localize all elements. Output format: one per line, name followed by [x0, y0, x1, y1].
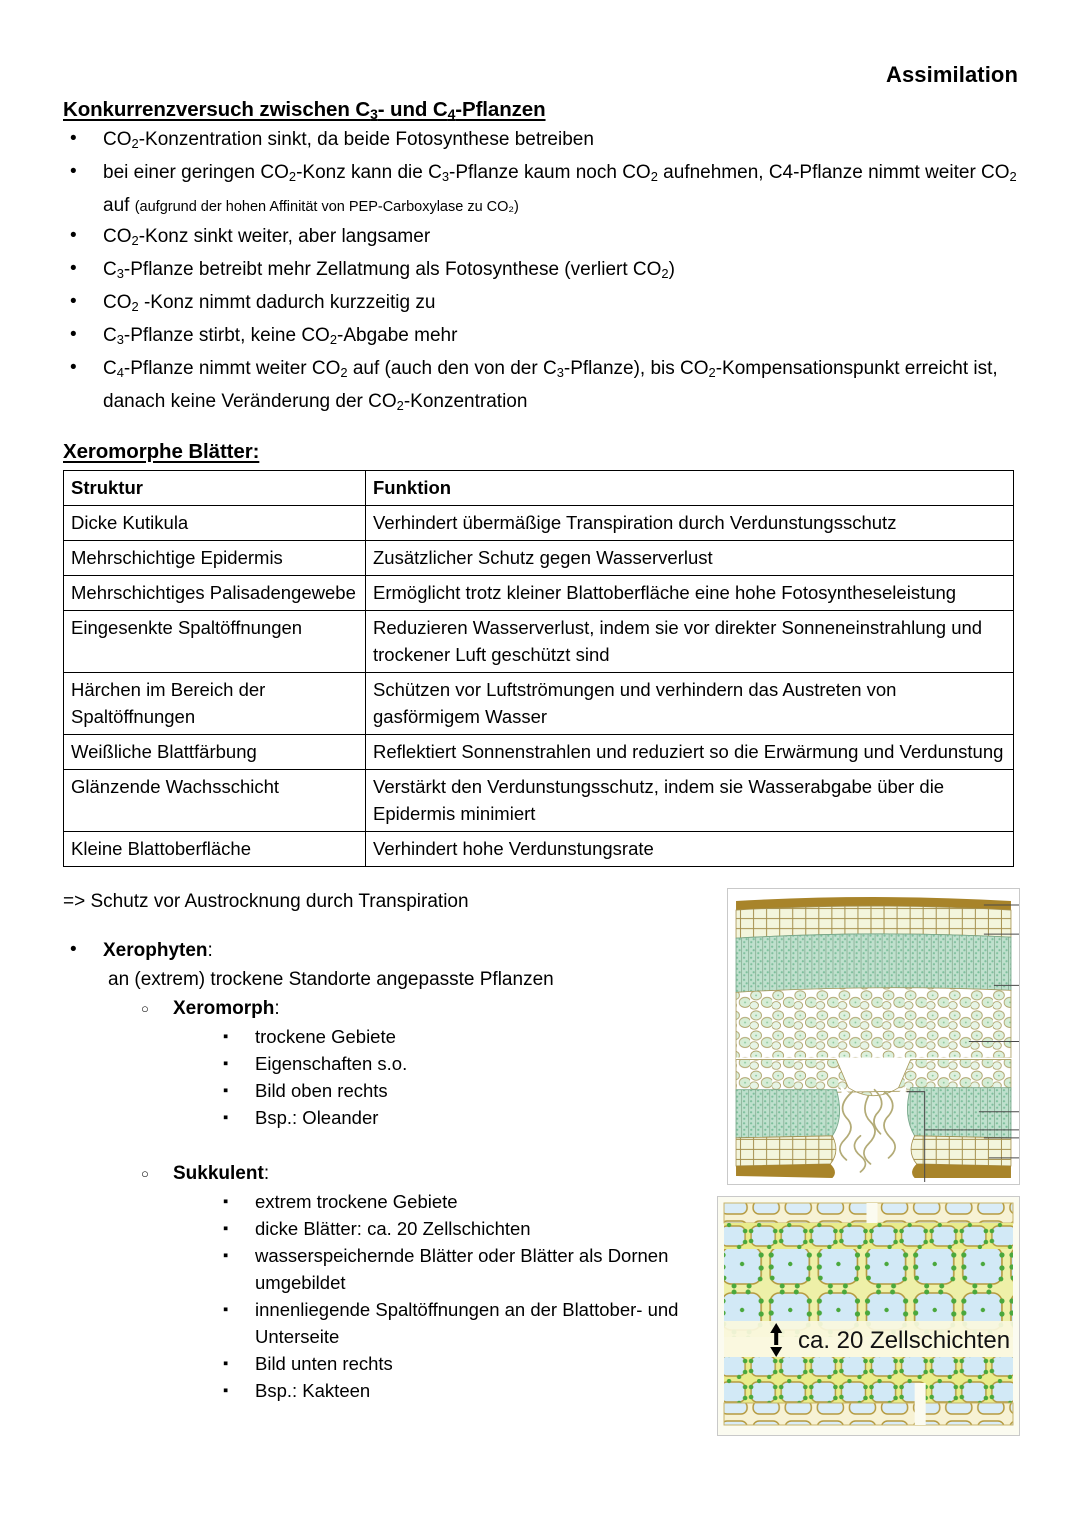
xeromorph-label: Xeromorph — [173, 998, 275, 1019]
section2-heading-text: Xeromorphe Blätter: — [63, 440, 260, 463]
xeromorphe-blaetter-table-wrap — [63, 470, 1014, 867]
list-item-xeromorph — [133, 994, 703, 1131]
list-item: ▪ Eigenschaften s.o. — [213, 1050, 703, 1077]
list-item: ▪ Bsp.: Oleander — [213, 1104, 703, 1131]
bullet-list-xerophyten — [63, 936, 703, 1404]
column-header-funktion: Funktion — [366, 471, 1014, 506]
section-heading-konkurrenzversuch — [63, 98, 1023, 122]
list-item: ▪ innenliegende Spaltöffnungen an der Blattober- und Unterseite — [213, 1296, 703, 1350]
heading-frag-3: -Pflanzen — [455, 98, 546, 121]
list-item — [63, 222, 1023, 255]
table-row — [64, 770, 1014, 832]
xerophyten-label: Xerophyten — [103, 940, 208, 961]
section1-bullet-list — [63, 125, 1023, 420]
table-row — [64, 506, 1014, 541]
xeromorph-colon: : — [274, 998, 280, 1019]
cell-struktur: Glänzende Wachsschicht — [64, 770, 366, 832]
cell-funktion: Zusätzlicher Schutz gegen Wasserverlust — [366, 541, 1014, 576]
table-row — [64, 541, 1014, 576]
cell-struktur: Eingesenkte Spaltöffnungen — [64, 611, 366, 673]
bullet-list-sukkulent-items — [213, 1188, 703, 1404]
list-item-text: $CO_2$-Konz sinkt weiter, aber langsamer — [103, 225, 431, 248]
bullet-list-xeromorph — [133, 994, 703, 1131]
xerophyten-block — [63, 936, 703, 1404]
heading-sub-4: 4 — [447, 106, 456, 123]
xerophyten-colon: : — [207, 940, 213, 961]
list-item — [63, 321, 1023, 354]
table-row — [64, 576, 1014, 611]
figure-xeromorphes-blatt — [727, 888, 1020, 1185]
list-item: ▪ Bild unten rechts — [213, 1350, 703, 1377]
list-item: ▪ Bild oben rechts — [213, 1077, 703, 1104]
cell-funktion: Schützen vor Luftströmungen und verhindern das Austreten von gasförmigem Wasser — [366, 673, 1014, 735]
list-item: ▪ Bsp.: Kakteen — [213, 1377, 703, 1404]
figure-label-zellschichten: ca. 20 Zellschichten — [798, 1327, 1011, 1354]
sukkulent-leaf-cross-section-svg — [718, 1197, 1019, 1435]
cell-struktur: Weißliche Blattfärbung — [64, 735, 366, 770]
cell-struktur: Kleine Blattoberfläche — [64, 832, 366, 867]
table-head — [64, 471, 1014, 506]
cell-struktur: Mehrschichtiges Palisadengewebe — [64, 576, 366, 611]
cell-funktion: Verhindert hohe Verdunstungsrate — [366, 832, 1014, 867]
table-row — [64, 673, 1014, 735]
column-header-struktur: Struktur — [64, 471, 366, 506]
spacer — [103, 1131, 703, 1159]
cell-struktur: Dicke Kutikula — [64, 506, 366, 541]
cell-funktion: Reduzieren Wasserverlust, indem sie vor direkter Sonneneinstrahlung und trockener Luft geschützt sind — [366, 611, 1014, 673]
figure-sukkulentes-blatt — [717, 1196, 1020, 1436]
xeromorph-leaf-cross-section-svg — [728, 889, 1019, 1184]
bullet-list-xeromorph-items — [213, 1023, 703, 1131]
heading-frag-2: - und C — [377, 98, 448, 121]
section-heading-xeromorphe-blaetter — [63, 440, 259, 464]
list-item — [63, 158, 1023, 222]
list-item-xerophyten — [63, 936, 703, 1404]
table-header-row — [64, 471, 1014, 506]
list-item: ▪ wasserspeichernde Blätter oder Blätter als Dornen umgebildet — [213, 1242, 703, 1296]
list-item: ▪ extrem trockene Gebiete — [213, 1188, 703, 1215]
list-item: ▪ dicke Blätter: ca. 20 Zellschichten — [213, 1215, 703, 1242]
bullet-list-sukkulent — [133, 1159, 703, 1404]
list-item-text: $CO_2$ -Konz nimmt dadurch kurzzeitig zu — [103, 291, 436, 314]
page-title: Assimilation — [885, 62, 1018, 87]
list-item — [63, 354, 1023, 420]
xerophyten-description: an (extrem) trockene Standorte angepasste Pflanzen — [108, 969, 554, 990]
table-row — [64, 611, 1014, 673]
cell-struktur: Mehrschichtige Epidermis — [64, 541, 366, 576]
list-item-text: bei einer geringen $CO_2$-Konz kann die $C_3$-Pflanze kaum noch $CO_2$ aufnehmen, C4-Pflanze nimmt weiter $CO_2$ auf (aufgrund der hohen Affinität von PEP-Carboxylase zu CO₂) — [103, 161, 1017, 216]
cell-funktion: Verhindert übermäßige Transpiration durch Verdunstungsschutz — [366, 506, 1014, 541]
heading-frag-1: Konkurrenzversuch zwischen C — [63, 98, 371, 121]
sukkulent-label: Sukkulent — [173, 1163, 264, 1184]
xeromorphe-blaetter-table — [63, 470, 1014, 867]
conclusion-text: => Schutz vor Austrocknung durch Transpiration — [63, 891, 469, 912]
cell-struktur: Härchen im Bereich der Spaltöffnungen — [64, 673, 366, 735]
cell-funktion: Ermöglicht trotz kleiner Blattoberfläche eine hohe Fotosyntheseleistung — [366, 576, 1014, 611]
table-row — [64, 832, 1014, 867]
list-item — [63, 255, 1023, 288]
list-item — [63, 125, 1023, 158]
heading-sub-3: 3 — [370, 106, 378, 123]
bullet-list-level1 — [63, 125, 1023, 420]
list-item-text: $C_3$-Pflanze stirbt, keine $CO_2$-Abgabe mehr — [103, 324, 458, 347]
list-item-note: (aufgrund der hohen Affinität von PEP-Carboxylase zu CO₂) — [134, 198, 519, 215]
list-item: ▪ trockene Gebiete — [213, 1023, 703, 1050]
list-item — [63, 288, 1023, 321]
list-item-text: $C_4$-Pflanze nimmt weiter $CO_2$ auf (auch den von der $C_3-Pflanze$), bis $CO_2$-Kompensationspunkt erreicht ist, danach keine Veränderung der $CO_2$-Konzentration — [103, 357, 998, 413]
list-item-sukkulent — [133, 1159, 703, 1404]
sukkulent-colon: : — [263, 1163, 270, 1184]
section1-heading-text — [63, 98, 546, 121]
list-item-text: $CO_2$-Konzentration sinkt, da beide Fotosynthese betreiben — [103, 129, 594, 151]
table-body — [64, 506, 1014, 867]
cell-funktion: Verstärkt den Verdunstungsschutz, indem sie Wasserabgabe über die Epidermis minimiert — [366, 770, 1014, 832]
list-item-text: $C_3$-Pflanze betreibt mehr Zellatmung als Fotosynthese (verliert $CO_2$) — [103, 258, 675, 281]
table-row — [64, 735, 1014, 770]
cell-funktion: Reflektiert Sonnenstrahlen und reduziert so die Erwärmung und Verdunstung — [366, 735, 1014, 770]
